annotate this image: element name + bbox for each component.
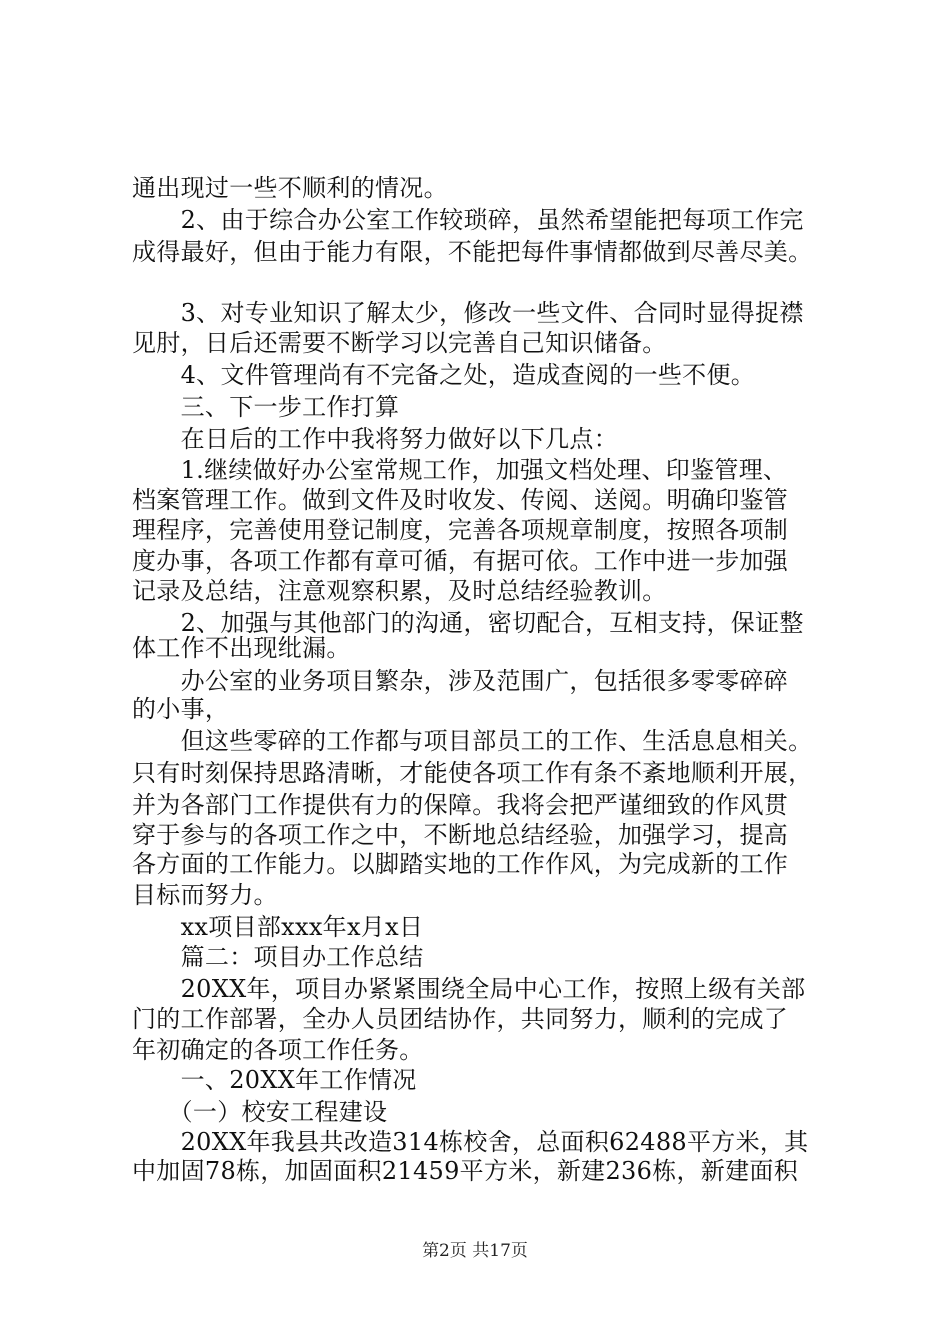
text-line: 成得最好，但由于能力有限，不能把每件事情都做到尽善尽美。 — [132, 238, 813, 266]
text-line: 但这些零碎的工作都与项目部员工的工作、生活息息相关。 — [132, 727, 813, 755]
text-line: 中加固78栋，加固面积21459平方米，新建236栋，新建面积 — [132, 1157, 798, 1185]
text-line: 年初确定的各项工作任务。 — [132, 1036, 424, 1064]
text-line: 20XX年我县共改造314栋校舍，总面积62488平方米，其 — [132, 1128, 809, 1156]
text-line: 档案管理工作。做到文件及时收发、传阅、送阅。明确印鉴管 — [132, 486, 789, 514]
chapter-heading: 篇二：项目办工作总结 — [132, 943, 424, 971]
text-line: 3、对专业知识了解太少，修改一些文件、合同时显得捉襟 — [132, 299, 804, 327]
text-line: 理程序，完善使用登记制度，完善各项规章制度，按照各项制 — [132, 516, 789, 544]
text-line: 20XX年，项目办紧紧围绕全局中心工作，按照上级有关部 — [132, 975, 806, 1003]
text-line: 穿于参与的各项工作之中，不断地总结经验，加强学习，提高 — [132, 821, 789, 849]
text-line: 2、由于综合办公室工作较琐碎，虽然希望能把每项工作完 — [132, 206, 804, 234]
text-line: 的小事， — [132, 695, 230, 723]
text-line: 度办事，各项工作都有章可循，有据可依。工作中进一步加强 — [132, 547, 789, 575]
text-line: 2、加强与其他部门的沟通，密切配合，互相支持，保证整 — [132, 609, 804, 637]
text-line: 在日后的工作中我将努力做好以下几点： — [132, 425, 618, 453]
section-heading: 三、下一步工作打算 — [132, 393, 400, 421]
text-line: 见肘，日后还需要不断学习以完善自己知识储备。 — [132, 329, 667, 357]
text-line: 1.继续做好办公室常规工作，加强文档处理、印鉴管理、 — [132, 456, 788, 484]
subsection-heading: （一）校安工程建设 — [132, 1098, 388, 1126]
text-line: 4、文件管理尚有不完备之处，造成查阅的一些不便。 — [132, 361, 756, 389]
signature-line: xx项目部xxx年x月x日 — [132, 913, 424, 941]
text-line: 只有时刻保持思路清晰，才能使各项工作有条不紊地顺利开展， — [132, 759, 813, 787]
text-line: 办公室的业务项目繁杂，涉及范围广，包括很多零零碎碎 — [132, 667, 789, 695]
text-line: 记录及总结，注意观察积累，及时总结经验教训。 — [132, 577, 667, 605]
text-line: 体工作不出现纰漏。 — [132, 634, 351, 662]
page-number: 第2页 共17页 — [422, 1241, 528, 1261]
text-line: 各方面的工作能力。以脚踏实地的工作作风，为完成新的工作 — [132, 850, 789, 878]
section-heading: 一、20XX年工作情况 — [132, 1066, 417, 1094]
text-line: 目标而努力。 — [132, 881, 278, 909]
text-line: 门的工作部署，全办人员团结协作，共同努力，顺利的完成了 — [132, 1005, 789, 1033]
text-line: 并为各部门工作提供有力的保障。我将会把严谨细致的作风贯 — [132, 791, 789, 819]
text-line: 通出现过一些不顺利的情况。 — [132, 174, 448, 202]
